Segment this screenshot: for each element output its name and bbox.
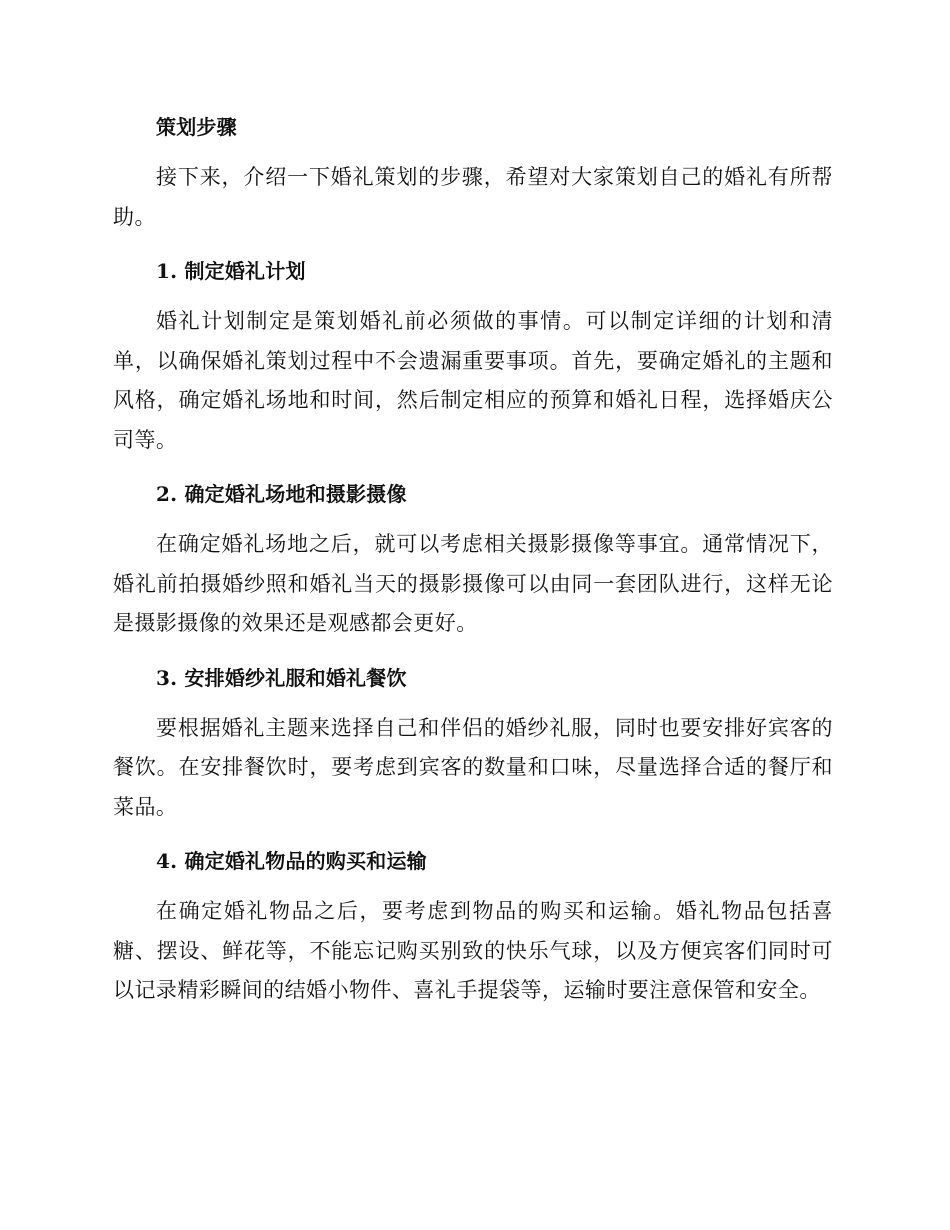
section-heading: 3. 安排婚纱礼服和婚礼餐饮	[156, 665, 407, 690]
section-heading: 2. 确定婚礼场地和摄影摄像	[156, 482, 407, 506]
section-paragraph: 婚礼计划制定是策划婚礼前必须做的事情。可以制定详细的计划和清单，以确保婚礼策划过程中不会遗漏重要事项。首先，要确定婚礼的主题和风格，确定婚礼场地和时间，然后制定相应的预算和婚礼日程，选择婚庆公司等。	[113, 309, 833, 452]
section-items-transport	[113, 841, 833, 1011]
section-plan	[113, 251, 833, 460]
section-paragraph: 在确定婚礼物品之后，要考虑到物品的购买和运输。婚礼物品包括喜糖、摆设、鲜花等，不能忘记购买别致的快乐气球，以及方便宾客们同时可以记录精彩瞬间的结婚小物件、喜礼手提袋等，运输时要注意保管和安全。	[113, 899, 833, 1002]
section-venue-photography	[113, 474, 833, 644]
section-heading: 策划步骤	[156, 115, 237, 139]
section-heading: 1. 制定婚礼计划	[156, 259, 306, 283]
document-body	[113, 107, 833, 1011]
section-dress-catering	[113, 658, 833, 828]
section-paragraph: 在确定婚礼场地之后，就可以考虑相关摄影摄像等事宜。通常情况下，婚礼前拍摄婚纱照和婚礼当天的摄影摄像可以由同一套团队进行，这样无论是摄影摄像的效果还是观感都会更好。	[113, 532, 833, 635]
section-paragraph: 要根据婚礼主题来选择自己和伴侣的婚纱礼服，同时也要安排好宾客的餐饮。在安排餐饮时，要考虑到宾客的数量和口味，尽量选择合适的餐厅和菜品。	[113, 715, 833, 819]
section-paragraph: 接下来，介绍一下婚礼策划的步骤，希望对大家策划自己的婚礼有所帮助。	[113, 165, 833, 229]
section-intro	[113, 107, 833, 237]
section-heading: 4. 确定婚礼物品的购买和运输	[156, 849, 427, 873]
